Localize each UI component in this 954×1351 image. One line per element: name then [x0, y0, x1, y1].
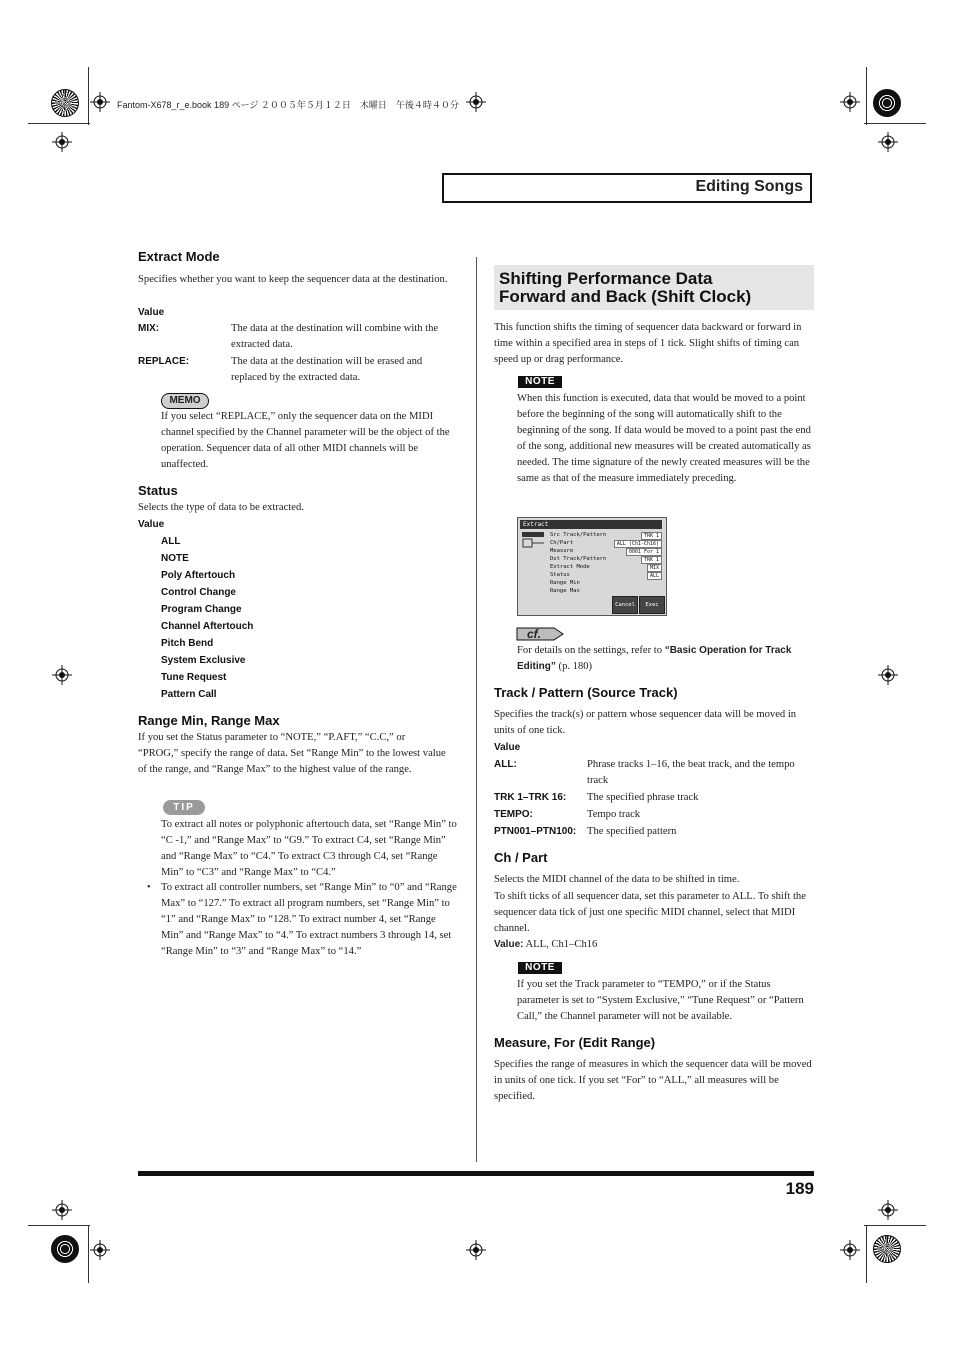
heading-track-pattern: Track / Pattern (Source Track)	[494, 685, 678, 700]
page-number: 189	[785, 1179, 814, 1198]
param-label-replace: REPLACE:	[138, 356, 190, 367]
heading-measure: Measure, For (Edit Range)	[494, 1035, 656, 1050]
param-label: TRK 1–TRK 16:	[494, 792, 567, 803]
status-value: Control Change	[161, 587, 236, 598]
status-desc: Selects the type of data to be extracted.	[138, 502, 304, 513]
registration-mark-icon	[52, 1200, 72, 1220]
registration-mark-icon	[52, 132, 72, 152]
status-value: Pitch Bend	[161, 638, 214, 649]
memo-text: If you select “REPLACE,” only the sequencer data on the MIDI channel specified by the Channel parameter will be the object of the operation. Sequencer data of all other MIDI channels will be unaffected.	[161, 411, 450, 470]
footer-rule	[138, 1171, 814, 1176]
param-text-mix: The data at the destination will combine with the extracted data.	[231, 323, 439, 350]
value-label: Value	[494, 742, 521, 753]
screen-row: Src Track/Pattern TRK 1	[550, 531, 662, 539]
note-text-2: If you set the Track parameter to “TEMPO,” or if the Status parameter is set to “System Exclusive,” “Tune Request” or “Pattern Call,” the Channel parameter will not be available.	[517, 979, 804, 1022]
tip-bullet-text: To extract all controller numbers, set “Range Min” to “0” and “Range Max” to “127.” To extract all program numbers, set “Range Min” to “1” and “Range Max” to “128.” To extract number 4, set “Range Min” and “Range Max” to “4.” To extract numbers 3 through 14, set “Range Min” to “3” and “Range Max” to “14.”	[161, 882, 457, 957]
registration-mark-icon	[878, 1200, 898, 1220]
screen-row: Dst Track/Pattern TRK 1	[550, 555, 662, 563]
heading-extract-mode: Extract Mode	[138, 249, 220, 264]
measure-desc: Specifies the range of measures in which the sequencer data will be moved in units of one tick. If you set “For” to “ALL,” all measures will be specified.	[494, 1059, 812, 1102]
starburst-mark-icon	[873, 1235, 901, 1263]
registration-mark-icon	[52, 665, 72, 685]
value-label: Value	[138, 307, 165, 318]
heading-range: Range Min, Range Max	[138, 713, 280, 728]
registration-mark-icon	[90, 1240, 110, 1260]
registration-mark-icon	[878, 132, 898, 152]
param-text: Tempo track	[587, 809, 641, 820]
registration-mark-icon	[840, 92, 860, 112]
value-label: Value	[138, 519, 165, 530]
track-pattern-icon	[522, 531, 546, 549]
shift-intro: This function shifts the timing of sequencer data backward or forward in time within a specified area in steps of 1 tick. Slight shifts of timing can speed up or drag performance.	[494, 322, 802, 365]
section-title-line1: Shifting Performance Data	[499, 269, 713, 288]
screen-cancel-button: Cancel	[612, 596, 638, 614]
print-info: Fantom-X678_r_e.book 189 ページ ２００５年５月１２日 木曜日 午後４時４０分	[117, 100, 459, 110]
screen-row: Status ALL	[550, 571, 662, 579]
status-values-list	[161, 533, 253, 703]
status-value: ALL	[161, 536, 181, 547]
screen-row: Range Min	[550, 580, 580, 586]
track-desc: Specifies the track(s) or pattern whose sequencer data will be moved in units of one tick.	[494, 709, 797, 736]
registration-mark-icon	[90, 92, 110, 112]
bullet-icon: •	[147, 882, 151, 893]
cf-text-post: (p. 180)	[555, 661, 593, 672]
screen-row: Extract Mode MIX	[550, 563, 662, 571]
chpart-value-text: ALL, Ch1–Ch16	[523, 939, 598, 950]
heading-ch-part: Ch / Part	[494, 850, 548, 865]
cf-label: cf.	[527, 627, 542, 641]
note-icon: NOTE	[518, 962, 562, 974]
chpart-desc-1: Selects the MIDI channel of the data to be shifted in time.	[494, 874, 740, 885]
param-text: The specified pattern	[587, 826, 677, 837]
param-label: PTN001–PTN100:	[494, 826, 577, 837]
param-text-replace: The data at the destination will be erased and replaced by the extracted data.	[231, 356, 423, 383]
param-label: ALL:	[494, 759, 517, 770]
tip-icon: TIP	[163, 800, 205, 815]
starburst-mark-icon	[51, 89, 79, 117]
chpart-desc-2: To shift ticks of all sequencer data, set this parameter to ALL. To shift the sequencer data tick of just one specific MIDI channel, select that MIDI channel.	[494, 891, 806, 934]
target-mark-icon	[873, 89, 901, 117]
status-value: Program Change	[161, 604, 242, 615]
range-desc: If you set the Status parameter to “NOTE,” “P.AFT,” “C.C,” or “PROG,” specify the range of data. Set “Range Min” to the lowest value of the range, and “Range Max” to the highest value of the range.	[138, 732, 446, 775]
column-divider	[476, 257, 477, 1162]
screen-row: Ch/Part ALL (Ch1-Ch16)	[550, 539, 662, 547]
registration-mark-icon	[466, 92, 486, 112]
section-title	[494, 265, 814, 310]
screen-title: Extract	[520, 520, 662, 529]
cf-link[interactable]: “Basic Operation for Track Editing”	[517, 645, 792, 672]
param-label-mix: MIX:	[138, 323, 160, 334]
note-text-1: When this function is executed, data that would be moved to a point before the beginning of the song will automatically shift to the beginning of the song. If data would be moved to a point past the end of the song, additional new measures will be created automatically as needed. The time signature of the newly created measures will be the same as that of the measure immediately preceding.	[517, 393, 811, 484]
memo-icon: MEMO	[161, 393, 209, 409]
chpart-value-label: Value:	[494, 939, 524, 950]
section-title-line2: Forward and Back (Shift Clock)	[499, 287, 752, 306]
screen-param-list	[550, 531, 662, 595]
chapter-header	[442, 173, 812, 203]
extract-screen-image	[517, 517, 667, 616]
status-value: System Exclusive	[161, 655, 246, 666]
heading-status: Status	[138, 483, 178, 498]
screen-row: Range Max	[550, 588, 580, 594]
param-label: TEMPO:	[494, 809, 533, 820]
screen-exec-button: Exec	[639, 596, 665, 614]
registration-mark-icon	[466, 1240, 486, 1260]
target-mark-icon	[51, 1235, 79, 1263]
cf-text-pre: For details on the settings, refer to	[517, 645, 665, 656]
status-value: Poly Aftertouch	[161, 570, 236, 581]
chpart-value	[494, 937, 814, 953]
tip-text: To extract all notes or polyphonic aftertouch data, set “Range Min” to “C -1,” and “Range Max” to “G9.” To extract C4, set “Range Min” and “Range Max” to “C4.” To extract C3 through C4, set “Range Min” to “C3” and “Range Max” to “C4.”	[161, 819, 457, 878]
registration-mark-icon	[840, 1240, 860, 1260]
status-value: Channel Aftertouch	[161, 621, 254, 632]
chapter-title: Editing Songs	[695, 178, 803, 195]
status-value: Pattern Call	[161, 689, 217, 700]
extract-mode-desc: Specifies whether you want to keep the sequencer data at the destination.	[138, 274, 448, 285]
param-text: The specified phrase track	[587, 792, 699, 803]
status-value: Tune Request	[161, 672, 227, 683]
registration-mark-icon	[878, 665, 898, 685]
cf-text	[517, 643, 815, 675]
status-value: NOTE	[161, 553, 189, 564]
param-text: Phrase tracks 1–16, the beat track, and the tempo track	[587, 759, 795, 786]
note-icon: NOTE	[518, 376, 562, 388]
screen-row: Measure 0001 For 1	[550, 547, 662, 555]
